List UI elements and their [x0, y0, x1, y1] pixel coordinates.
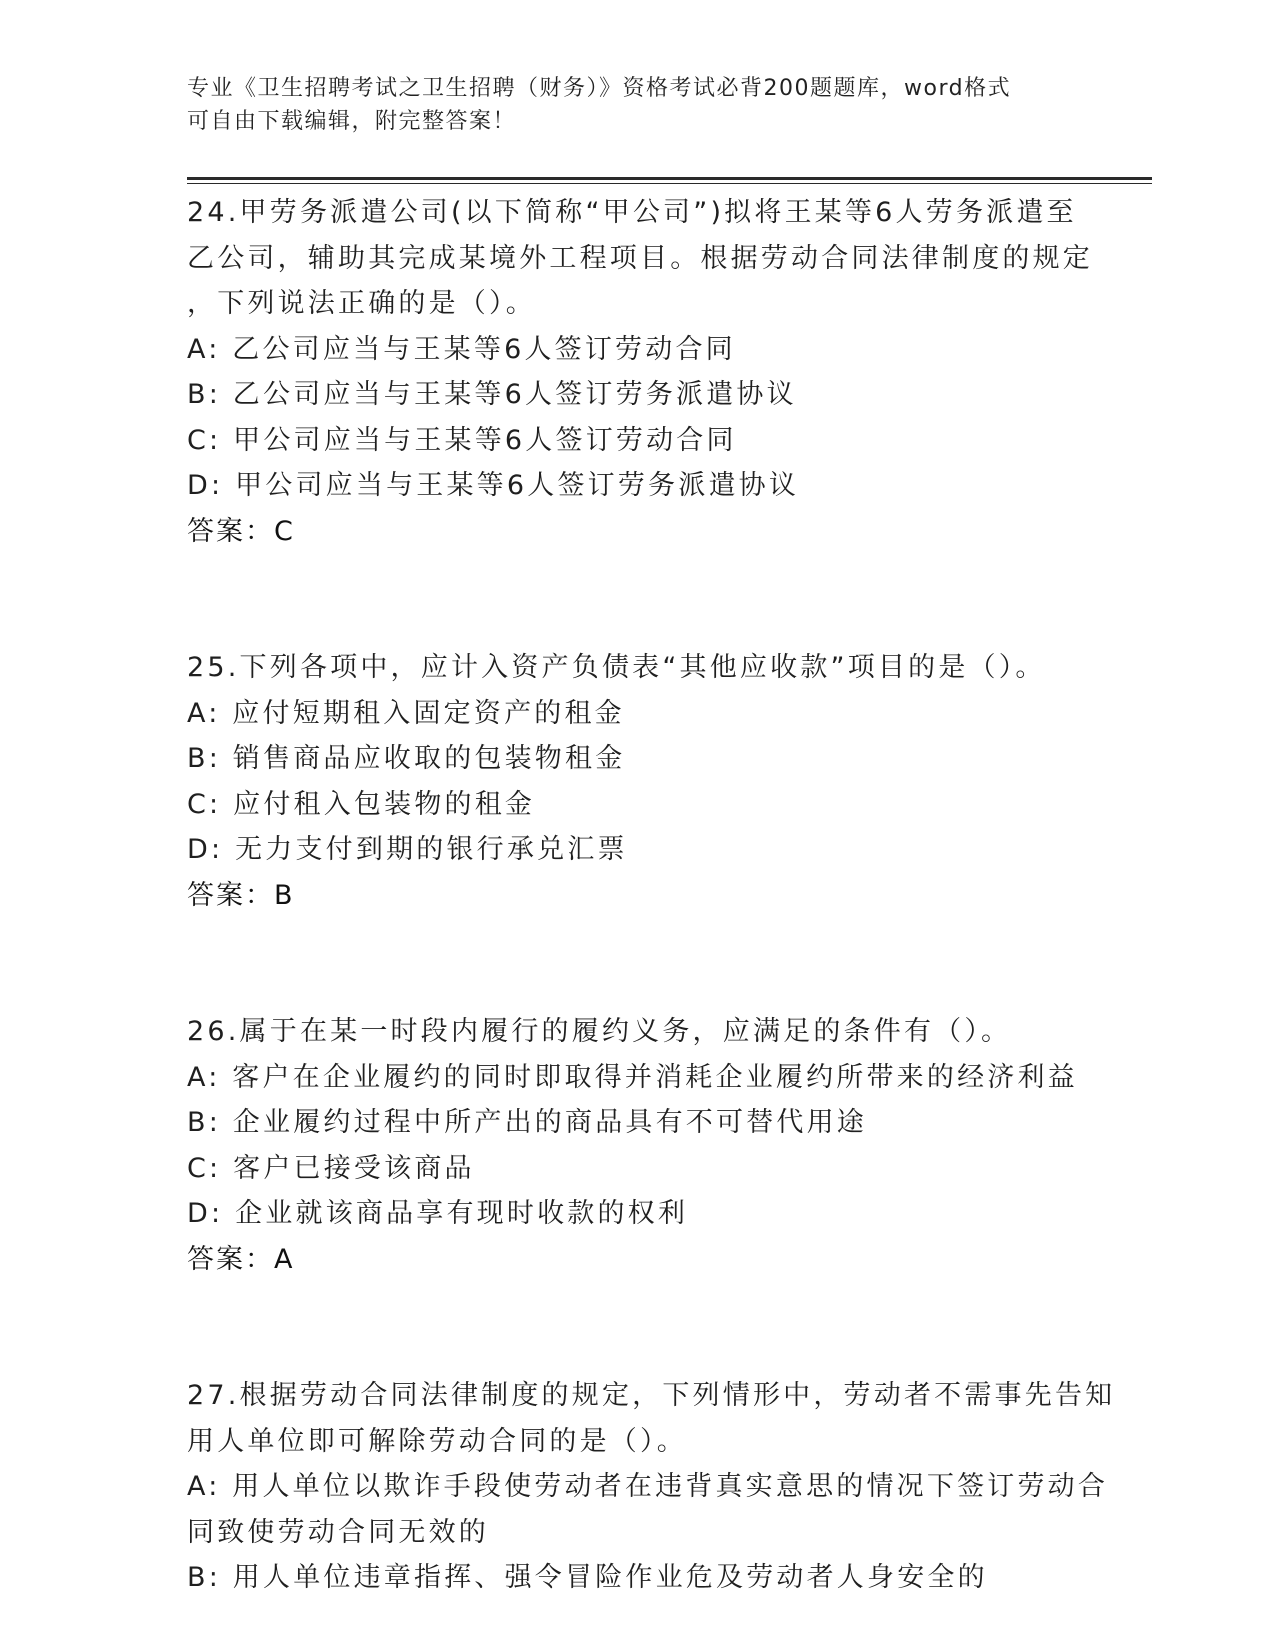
option-b: B: 用人单位违章指挥、强令冒险作业危及劳动者人身安全的 — [187, 1562, 988, 1593]
question-stem-line: 乙公司，辅助其完成某境外工程项目。根据劳动合同法律制度的规定 — [187, 242, 1093, 274]
spacer — [187, 918, 1087, 1009]
question-stem-line: 24.甲劳务派遣公司(以下简称“甲公司”)拟将王某等6人劳务派遣至 — [187, 197, 1077, 228]
option-a: A: 乙公司应当与王某等6人签订劳动合同 — [187, 333, 736, 365]
question-24 — [187, 190, 1093, 554]
question-stem-line: 26.属于在某一时段内履行的履约义务，应满足的条件有（）。 — [187, 1016, 1012, 1047]
option-a: A: 用人单位以欺诈手段使劳动者在违背真实意思的情况下签订劳动合 — [187, 1471, 1109, 1502]
spacer — [187, 1282, 1087, 1373]
option-b: B: 销售商品应收取的包装物租金 — [187, 743, 626, 774]
option-d: D: 企业就该商品享有现时收款的权利 — [187, 1198, 689, 1229]
option-b: B: 企业履约过程中所产出的商品具有不可替代用途 — [187, 1107, 868, 1138]
question-stem-line: ，下列说法正确的是（）。 — [187, 288, 536, 319]
question-list — [187, 190, 1116, 1601]
header-divider-thick — [187, 177, 1152, 180]
answer-line: 答案：C — [187, 515, 295, 547]
option-c: C: 客户已接受该商品 — [187, 1152, 475, 1184]
question-27 — [187, 1373, 1116, 1601]
answer-line: 答案：B — [187, 879, 295, 911]
option-d: D: 无力支付到期的银行承兑汇票 — [187, 834, 628, 865]
option-d: D: 甲公司应当与王某等6人签订劳务派遣协议 — [187, 470, 800, 501]
answer-line: 答案：A — [187, 1243, 295, 1275]
question-stem-line: 25.下列各项中，应计入资产负债表“其他应收款”项目的是（）。 — [187, 652, 1046, 683]
question-26 — [187, 1009, 1087, 1282]
question-25 — [187, 645, 1087, 918]
option-c: C: 甲公司应当与王某等6人签订劳动合同 — [187, 424, 737, 456]
option-a-continued: 同致使劳动合同无效的 — [187, 1516, 489, 1548]
option-b: B: 乙公司应当与王某等6人签订劳务派遣协议 — [187, 379, 797, 410]
header-line-1: 专业《卫生招聘考试之卫生招聘（财务）》资格考试必背200题题库，word格式 — [187, 76, 1012, 101]
document-header — [187, 72, 1087, 138]
question-stem-line: 用人单位即可解除劳动合同的是（）。 — [187, 1425, 687, 1457]
header-line-2: 可自由下载编辑，附完整答案！ — [187, 109, 517, 134]
option-c: C: 应付租入包装物的租金 — [187, 788, 536, 820]
header-divider-thin — [187, 183, 1152, 184]
option-a: A: 应付短期租入固定资产的租金 — [187, 697, 625, 729]
spacer — [187, 554, 1087, 645]
option-a: A: 客户在企业履约的同时即取得并消耗企业履约所带来的经济利益 — [187, 1061, 1078, 1093]
question-stem-line: 27.根据劳动合同法律制度的规定，下列情形中，劳动者不需事先告知 — [187, 1380, 1116, 1411]
